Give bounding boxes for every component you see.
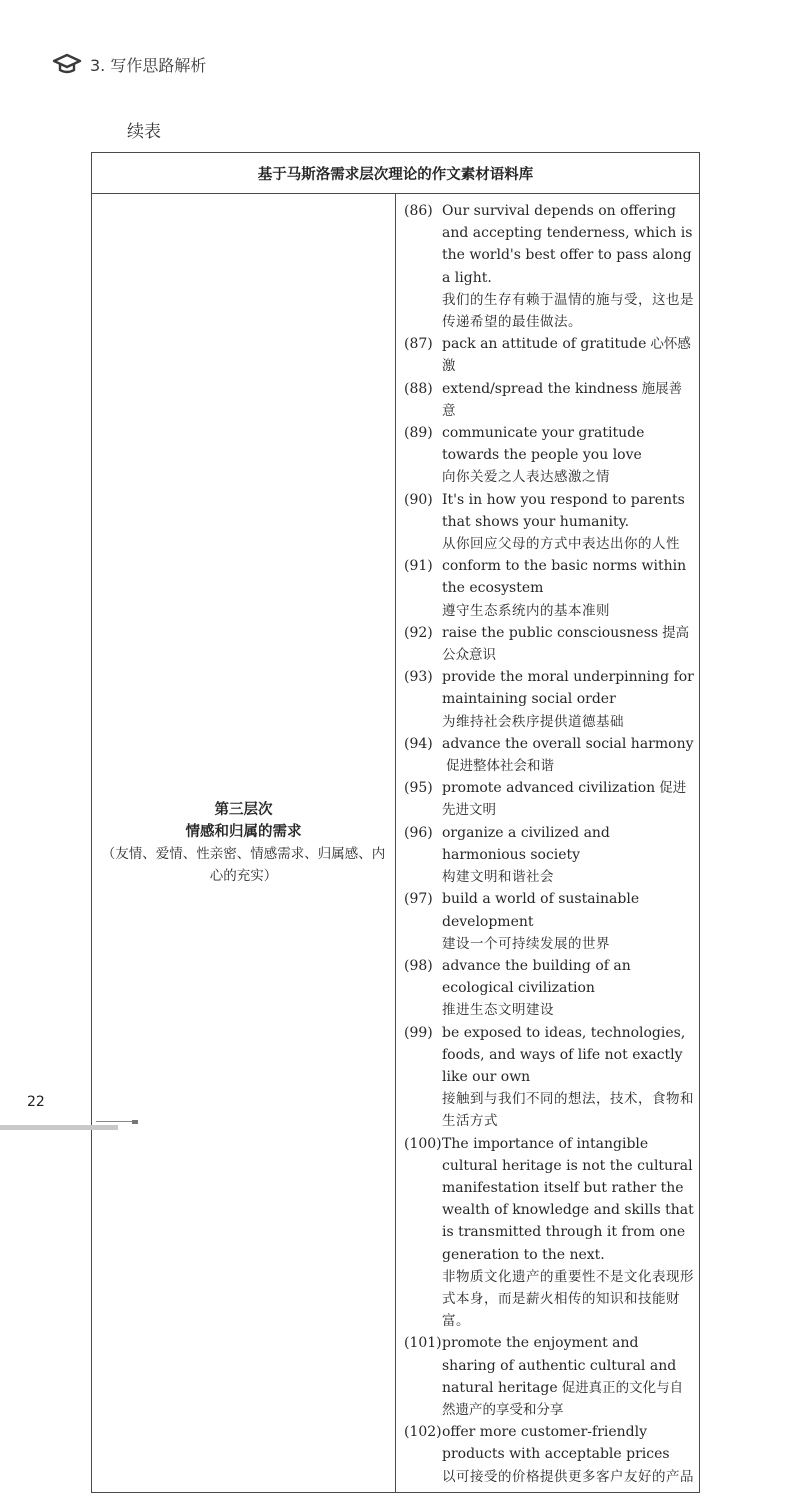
- list-item: [404, 1332, 695, 1421]
- entry-english: advance the building of an ecological civilization: [442, 957, 631, 997]
- entry-number: (99): [404, 1024, 433, 1041]
- entry-chinese: 非物质文化遗产的重要性不是文化表现形式本身，而是薪火相传的知识和技能财富。: [442, 1268, 694, 1330]
- entry-number: (92): [404, 624, 433, 641]
- entry-number: (93): [404, 669, 433, 686]
- entry-chinese: 促进先进文明: [442, 780, 687, 819]
- entry-body: [442, 822, 695, 889]
- list-item: [404, 955, 695, 1022]
- level-note: （友情、爱情、性亲密、情感需求、归属感、内心的充实）: [101, 845, 386, 884]
- list-item: [404, 622, 695, 666]
- entry-chinese: 从你回应父母的方式中表达出你的人性: [442, 536, 680, 553]
- entry-number: (89): [404, 425, 433, 442]
- entry-body: [442, 555, 695, 622]
- entry-english: be exposed to ideas, technologies, foods, and ways of life not exactly like our own: [442, 1024, 686, 1085]
- entry-chinese: 心怀感激: [442, 336, 691, 375]
- entry-chinese: 施展善意: [442, 380, 683, 419]
- list-item: [404, 777, 695, 821]
- entry-number: (87): [404, 336, 433, 353]
- entry-english: pack an attitude of gratitude: [442, 336, 647, 353]
- entry-body: [442, 200, 695, 333]
- entry-body: [442, 1022, 695, 1133]
- entry-number: (86): [404, 203, 433, 219]
- entry-english: provide the moral underpinning for maintaining social order: [442, 669, 694, 708]
- entries-cell: [396, 194, 700, 1493]
- entry-english: Our survival depends on offering and accepting tenderness, which is the world's best offer to pass along a light.: [442, 203, 693, 286]
- entry-body: [442, 422, 695, 489]
- entry-chinese: 我们的生存有赖于温情的施与受，这也是传递希望的最佳做法。: [442, 291, 694, 331]
- list-item: [404, 1421, 695, 1488]
- entry-chinese: 促进真正的文化与自然遗产的享受和分享: [442, 1379, 684, 1418]
- list-item: [404, 888, 695, 955]
- entry-english: offer more customer-friendly products with acceptable prices: [442, 1424, 670, 1463]
- graduation-cap-icon: [52, 52, 82, 76]
- entry-body: [442, 489, 695, 556]
- list-item: [404, 422, 695, 489]
- section-header: [52, 50, 206, 78]
- footer-decoration: [0, 1120, 140, 1130]
- entry-number: (98): [404, 957, 433, 974]
- entry-chinese: 遵守生态系统内的基本准则: [442, 602, 610, 619]
- entry-number: (102): [404, 1424, 442, 1441]
- list-item: [404, 1133, 695, 1333]
- entry-english: organize a civilized and harmonious society: [442, 824, 610, 863]
- entry-english: raise the public consciousness: [442, 624, 659, 641]
- entry-number: (95): [404, 780, 433, 797]
- entry-list: [404, 200, 695, 1488]
- entry-body: [442, 777, 695, 821]
- list-item: [404, 489, 695, 556]
- list-item: [404, 555, 695, 622]
- entry-english: communicate your gratitude towards the people you love: [442, 425, 645, 464]
- entry-chinese: 建设一个可持续发展的世界: [442, 935, 610, 952]
- list-item: [404, 666, 695, 733]
- entry-number: (94): [404, 735, 433, 752]
- list-item: [404, 822, 695, 889]
- entry-body: [442, 378, 695, 422]
- section-title: 3. 写作思路解析: [90, 55, 207, 75]
- entry-english: conform to the basic norms within the ecosystem: [442, 558, 687, 597]
- entry-body: [442, 888, 695, 955]
- entry-body: [442, 666, 695, 733]
- entry-body: [442, 333, 695, 377]
- entry-body: [442, 955, 695, 1022]
- table-title: 基于马斯洛需求层次理论的作文素材语料库: [92, 153, 700, 194]
- entry-chinese: 接触到与我们不同的想法，技术，食物和生活方式: [442, 1091, 694, 1130]
- level-subtitle: 情感和归属的需求: [185, 823, 302, 840]
- entry-english: It's in how you respond to parents that shows your humanity.: [442, 491, 685, 530]
- list-item: [404, 378, 695, 422]
- entry-number: (90): [404, 491, 433, 508]
- entry-body: [442, 1332, 695, 1421]
- entry-chinese: 推进生态文明建设: [442, 1002, 554, 1019]
- entry-number: (100): [404, 1135, 442, 1152]
- entry-english: promote advanced civilization: [442, 780, 656, 797]
- entry-body: [442, 733, 695, 777]
- list-item: [404, 333, 695, 377]
- entry-english: build a world of sustainable development: [442, 891, 640, 930]
- entry-number: (91): [404, 558, 433, 575]
- entry-body: [442, 1421, 695, 1488]
- entry-body: [442, 622, 695, 666]
- list-item: [404, 200, 695, 333]
- entry-number: (97): [404, 891, 433, 908]
- table-caption: 续表: [127, 122, 161, 142]
- page-number: 22: [27, 1094, 45, 1110]
- entry-english: extend/spread the kindness: [442, 380, 638, 397]
- entry-chinese: 提高公众意识: [442, 624, 690, 664]
- entry-number: (101): [404, 1335, 442, 1352]
- level-cell: [92, 194, 396, 1493]
- entry-body: [442, 1133, 695, 1333]
- entry-english: The importance of intangible cultural heritage is not the cultural manifestation itself but rather the wealth of knowledge and skills that is transmitted through it from one generation to the next.: [442, 1135, 694, 1263]
- entry-chinese: 为维持社会秩序提供道德基础: [442, 713, 624, 730]
- entry-chinese: 构建文明和谐社会: [442, 869, 554, 886]
- level-title: 第三层次: [214, 801, 273, 818]
- entry-english: advance the overall social harmony: [442, 735, 694, 752]
- entry-chinese: 向你关爱之人表达感激之情: [442, 469, 610, 486]
- list-item: [404, 733, 695, 777]
- entry-english: promote the enjoyment and sharing of authentic cultural and natural heritage: [442, 1335, 677, 1396]
- entry-chinese: 促进整体社会和谐: [446, 758, 554, 775]
- entry-chinese: 以可接受的价格提供更多客户友好的产品: [442, 1468, 694, 1485]
- list-item: [404, 1022, 695, 1133]
- entry-number: (88): [404, 380, 433, 397]
- entry-number: (96): [404, 824, 433, 841]
- corpus-table: [91, 152, 700, 1493]
